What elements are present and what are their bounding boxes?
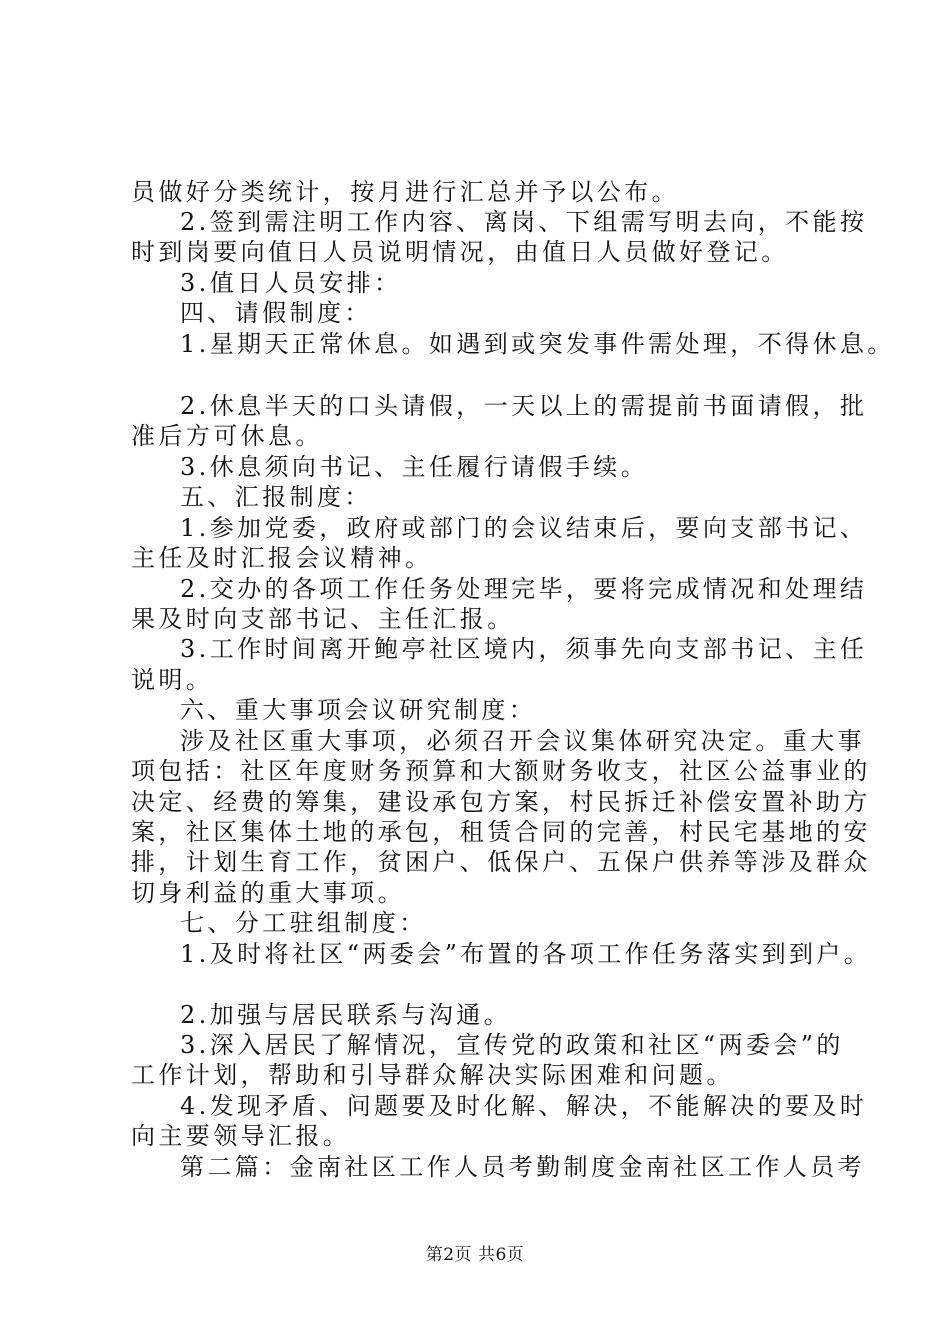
text-line: 3.休息须向书记、主任履行请假手续。 — [180, 453, 649, 481]
section-heading: 七、分工驻组制度： — [180, 909, 427, 937]
text-line: 项包括：社区年度财务预算和大额财务收支，社区公益事业的 — [131, 757, 871, 785]
text-line: 排，计划生育工作，贫困户、低保户、五保户供养等涉及群众 — [131, 848, 871, 876]
text-line: 2.交办的各项工作任务处理完毕，要将完成情况和处理结 — [180, 575, 868, 603]
text-line: 涉及社区重大事项，必须召开会议集体研究决定。重大事 — [180, 727, 865, 755]
text-line: 员做好分类统计，按月进行汇总并予以公布。 — [131, 178, 679, 206]
text-line: 工作计划，帮助和引导群众解决实际困难和问题。 — [131, 1061, 734, 1089]
text-line: 3.值日人员安排： — [180, 269, 402, 297]
text-line: 决定、经费的筹集，建设承包方案，村民拆迁补偿安置补助方 — [131, 788, 871, 816]
text-line: 1.及时将社区“两委会”布置的各项工作任务落实到到户。 — [180, 940, 872, 968]
text-line: 4.发现矛盾、问题要及时化解、解决，不能解决的要及时 — [180, 1092, 868, 1120]
text-line: 2.加强与居民联系与沟通。 — [180, 1001, 512, 1029]
text-line: 切身利益的重大事项。 — [131, 879, 405, 907]
page-number: 第2页 共6页 — [425, 1245, 525, 1265]
text-line: 1.星期天正常休息。如遇到或突发事件需处理，不得休息。 — [180, 330, 895, 358]
text-line: 1.参加党委，政府或部门的会议结束后，要向支部书记、 — [180, 514, 868, 542]
text-line: 主任及时汇报会议精神。 — [131, 544, 433, 572]
text-line: 说明。 — [131, 666, 214, 694]
text-line: 3.工作时间离开鲍亭社区境内，须事先向支部书记、主任 — [180, 635, 868, 663]
text-line: 3.深入居民了解情况，宣传党的政策和社区“两委会”的 — [180, 1031, 844, 1059]
text-line: 2.休息半天的口头请假，一天以上的需提前书面请假，批 — [180, 392, 868, 420]
text-line: 准后方可休息。 — [131, 422, 323, 450]
section-heading: 五、汇报制度： — [180, 483, 372, 511]
section-heading: 四、请假制度： — [180, 299, 372, 327]
text-line: 2.签到需注明工作内容、离岗、下组需写明去向，不能按 — [180, 208, 868, 236]
text-line: 向主要领导汇报。 — [131, 1122, 351, 1150]
text-line: 案，社区集体土地的承包，租赁合同的完善，村民宅基地的安 — [131, 818, 871, 846]
section-heading: 六、重大事项会议研究制度： — [180, 696, 537, 724]
text-line: 果及时向支部书记、主任汇报。 — [131, 605, 515, 633]
text-line: 时到岗要向值日人员说明情况，由值日人员做好登记。 — [131, 238, 789, 266]
chapter-heading: 第二篇：金南社区工作人员考勤制度金南社区工作人员考 — [180, 1153, 865, 1181]
